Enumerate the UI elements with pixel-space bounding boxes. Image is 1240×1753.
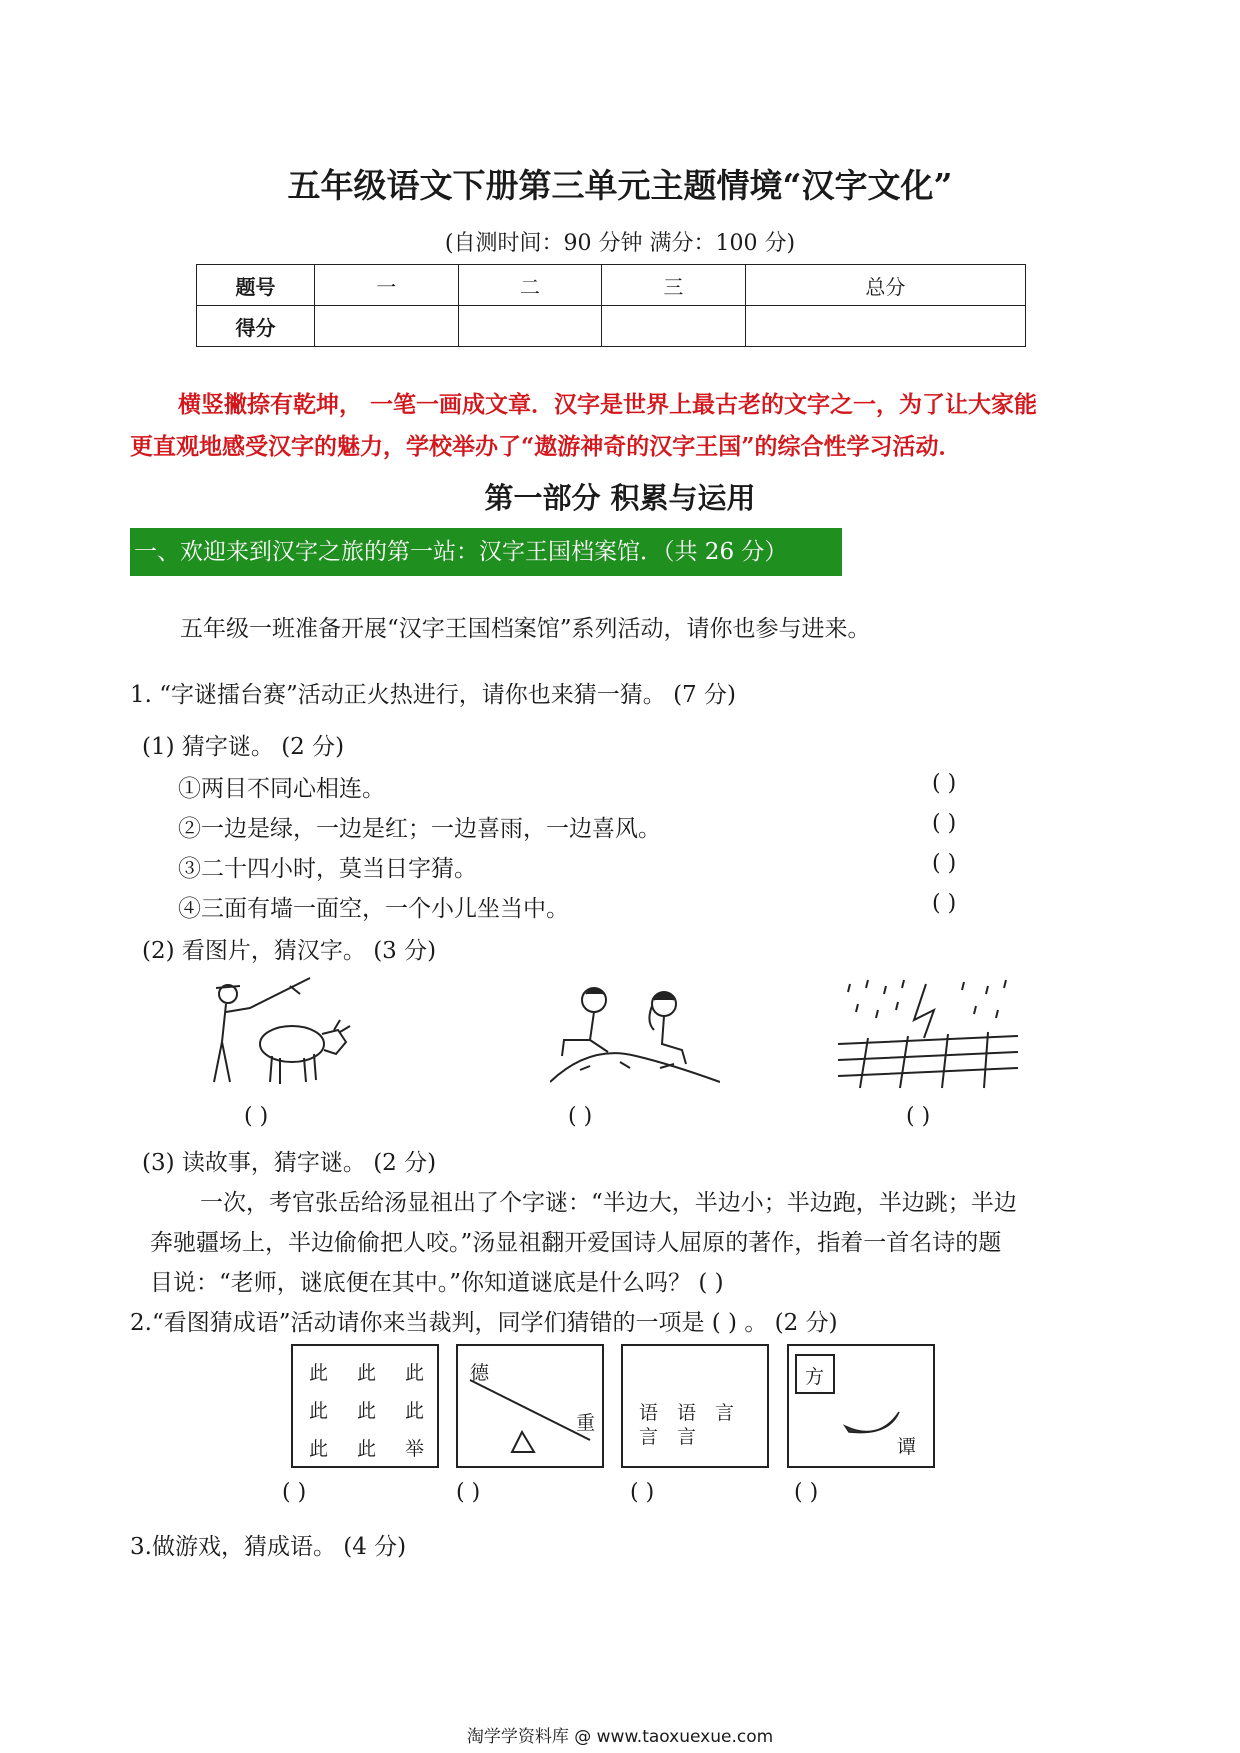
box-char: 此 bbox=[357, 1362, 377, 1384]
idiom-box-3 bbox=[621, 1344, 769, 1468]
idiom-answer-blank[interactable]: ( ) bbox=[282, 1480, 307, 1505]
score-table-col-3: 三 bbox=[602, 265, 746, 306]
answer-blank[interactable]: ( ) bbox=[932, 851, 957, 876]
picture-answer-blank[interactable]: ( ) bbox=[568, 1104, 593, 1129]
question-1-2: (2) 看图片，猜汉字。 (3 分) bbox=[142, 938, 437, 964]
part-title: 第一部分 积累与运用 bbox=[484, 481, 756, 515]
box-char: 德 bbox=[470, 1362, 490, 1384]
box-char: 言 bbox=[639, 1426, 659, 1448]
seesaw-icon bbox=[456, 1344, 604, 1468]
box-char: 言 bbox=[715, 1402, 735, 1424]
question-1-1: (1) 猜字谜。 (2 分) bbox=[142, 734, 345, 760]
box-char: 重 bbox=[576, 1412, 596, 1434]
idiom-box-4 bbox=[787, 1344, 935, 1468]
answer-blank[interactable]: ( ) bbox=[932, 811, 957, 836]
score-table-col-2: 二 bbox=[458, 265, 602, 306]
box-char: 此 bbox=[309, 1362, 329, 1384]
box-char: 方 bbox=[805, 1366, 825, 1388]
score-table-col-total: 总分 bbox=[745, 265, 1025, 306]
score-table bbox=[196, 264, 1026, 347]
score-table-header-label: 题号 bbox=[197, 265, 315, 306]
question-1-3: (3) 读故事，猜字谜。 (2 分) bbox=[142, 1150, 437, 1176]
box-char: 举 bbox=[405, 1438, 425, 1460]
box-char: 此 bbox=[309, 1438, 329, 1460]
score-cell[interactable] bbox=[458, 306, 602, 347]
box-char: 此 bbox=[405, 1400, 425, 1422]
idiom-answer-blank[interactable]: ( ) bbox=[456, 1480, 481, 1505]
question-2: 2.“看图猜成语”活动请你来当裁判，同学们猜错的一项是 ( ) 。 (2 分) bbox=[130, 1310, 838, 1336]
footer-watermark: 淘学学资料库 @ www.taoxuexue.com bbox=[466, 1727, 774, 1747]
story-line-1: 一次，考官张岳给汤显祖出了个字谜：“半边大，半边小；半边跑，半边跳；半边 bbox=[200, 1190, 1017, 1216]
box-char: 此 bbox=[309, 1400, 329, 1422]
intro-line-2: 更直观地感受汉字的魅力，学校举办了“遨游神奇的汉字王国”的综合性学习活动． bbox=[130, 433, 962, 460]
rain-field-image bbox=[838, 976, 1018, 1092]
box-char: 语 bbox=[677, 1402, 697, 1424]
story-line-2: 奔驰疆场上，半边偷偷把人咬。”汤显祖翻开爱国诗人屈原的著作，指着一首名诗的题 bbox=[150, 1230, 1002, 1256]
picture-answer-blank[interactable]: ( ) bbox=[244, 1104, 269, 1129]
riddle-4: ④三面有墙一面空，一个小儿坐当中。 bbox=[178, 896, 569, 922]
section-lead: 五年级一班准备开展“汉字王国档案馆”系列活动，请你也参与进来。 bbox=[180, 616, 871, 642]
section-banner: 一、欢迎来到汉字之旅的第一站：汉字王国档案馆．（共 26 分） bbox=[130, 528, 842, 576]
riddle-3: ③二十四小时，莫当日字猜。 bbox=[178, 856, 477, 882]
story-line-3: 目说：“老师，谜底便在其中。”你知道谜底是什么吗？ ( ) bbox=[150, 1270, 724, 1296]
score-cell[interactable] bbox=[602, 306, 746, 347]
box-char: 言 bbox=[677, 1426, 697, 1448]
score-cell[interactable] bbox=[745, 306, 1025, 347]
box-char: 谭 bbox=[897, 1436, 917, 1458]
question-3: 3.做游戏，猜成语。 (4 分) bbox=[130, 1534, 407, 1560]
riddle-2: ②一边是绿，一边是红；一边喜雨，一边喜风。 bbox=[178, 816, 661, 842]
picture-answer-blank[interactable]: ( ) bbox=[906, 1104, 931, 1129]
box-char: 此 bbox=[405, 1362, 425, 1384]
idiom-box-2 bbox=[456, 1344, 604, 1468]
answer-blank[interactable]: ( ) bbox=[932, 891, 957, 916]
exam-time-note: (自测时间：90 分钟 满分：100 分) bbox=[444, 231, 796, 256]
question-1: 1. “字谜擂台赛”活动正火热进行，请你也来猜一猜。 (7 分) bbox=[130, 682, 736, 708]
farmer-ox-image bbox=[200, 972, 360, 1092]
idiom-answer-blank[interactable]: ( ) bbox=[630, 1480, 655, 1505]
score-row-label: 得分 bbox=[197, 306, 315, 347]
answer-blank[interactable]: ( ) bbox=[932, 771, 957, 796]
idiom-answer-blank[interactable]: ( ) bbox=[794, 1480, 819, 1505]
box-char: 此 bbox=[357, 1400, 377, 1422]
children-on-hill-image bbox=[550, 978, 720, 1092]
page-title: 五年级语文下册第三单元主题情境“汉字文化” bbox=[287, 166, 953, 205]
box-char: 语 bbox=[639, 1402, 659, 1424]
idiom-box-1 bbox=[291, 1344, 439, 1468]
score-table-col-1: 一 bbox=[315, 265, 459, 306]
score-cell[interactable] bbox=[315, 306, 459, 347]
riddle-1: ①两目不同心相连。 bbox=[178, 776, 385, 802]
box-char: 此 bbox=[357, 1438, 377, 1460]
intro-paragraph bbox=[130, 384, 1120, 468]
intro-line-1: 横竖撇捺有乾坤， 一笔一画成文章．汉字是世界上最古老的文字之一，为了让大家能 bbox=[178, 391, 1038, 418]
